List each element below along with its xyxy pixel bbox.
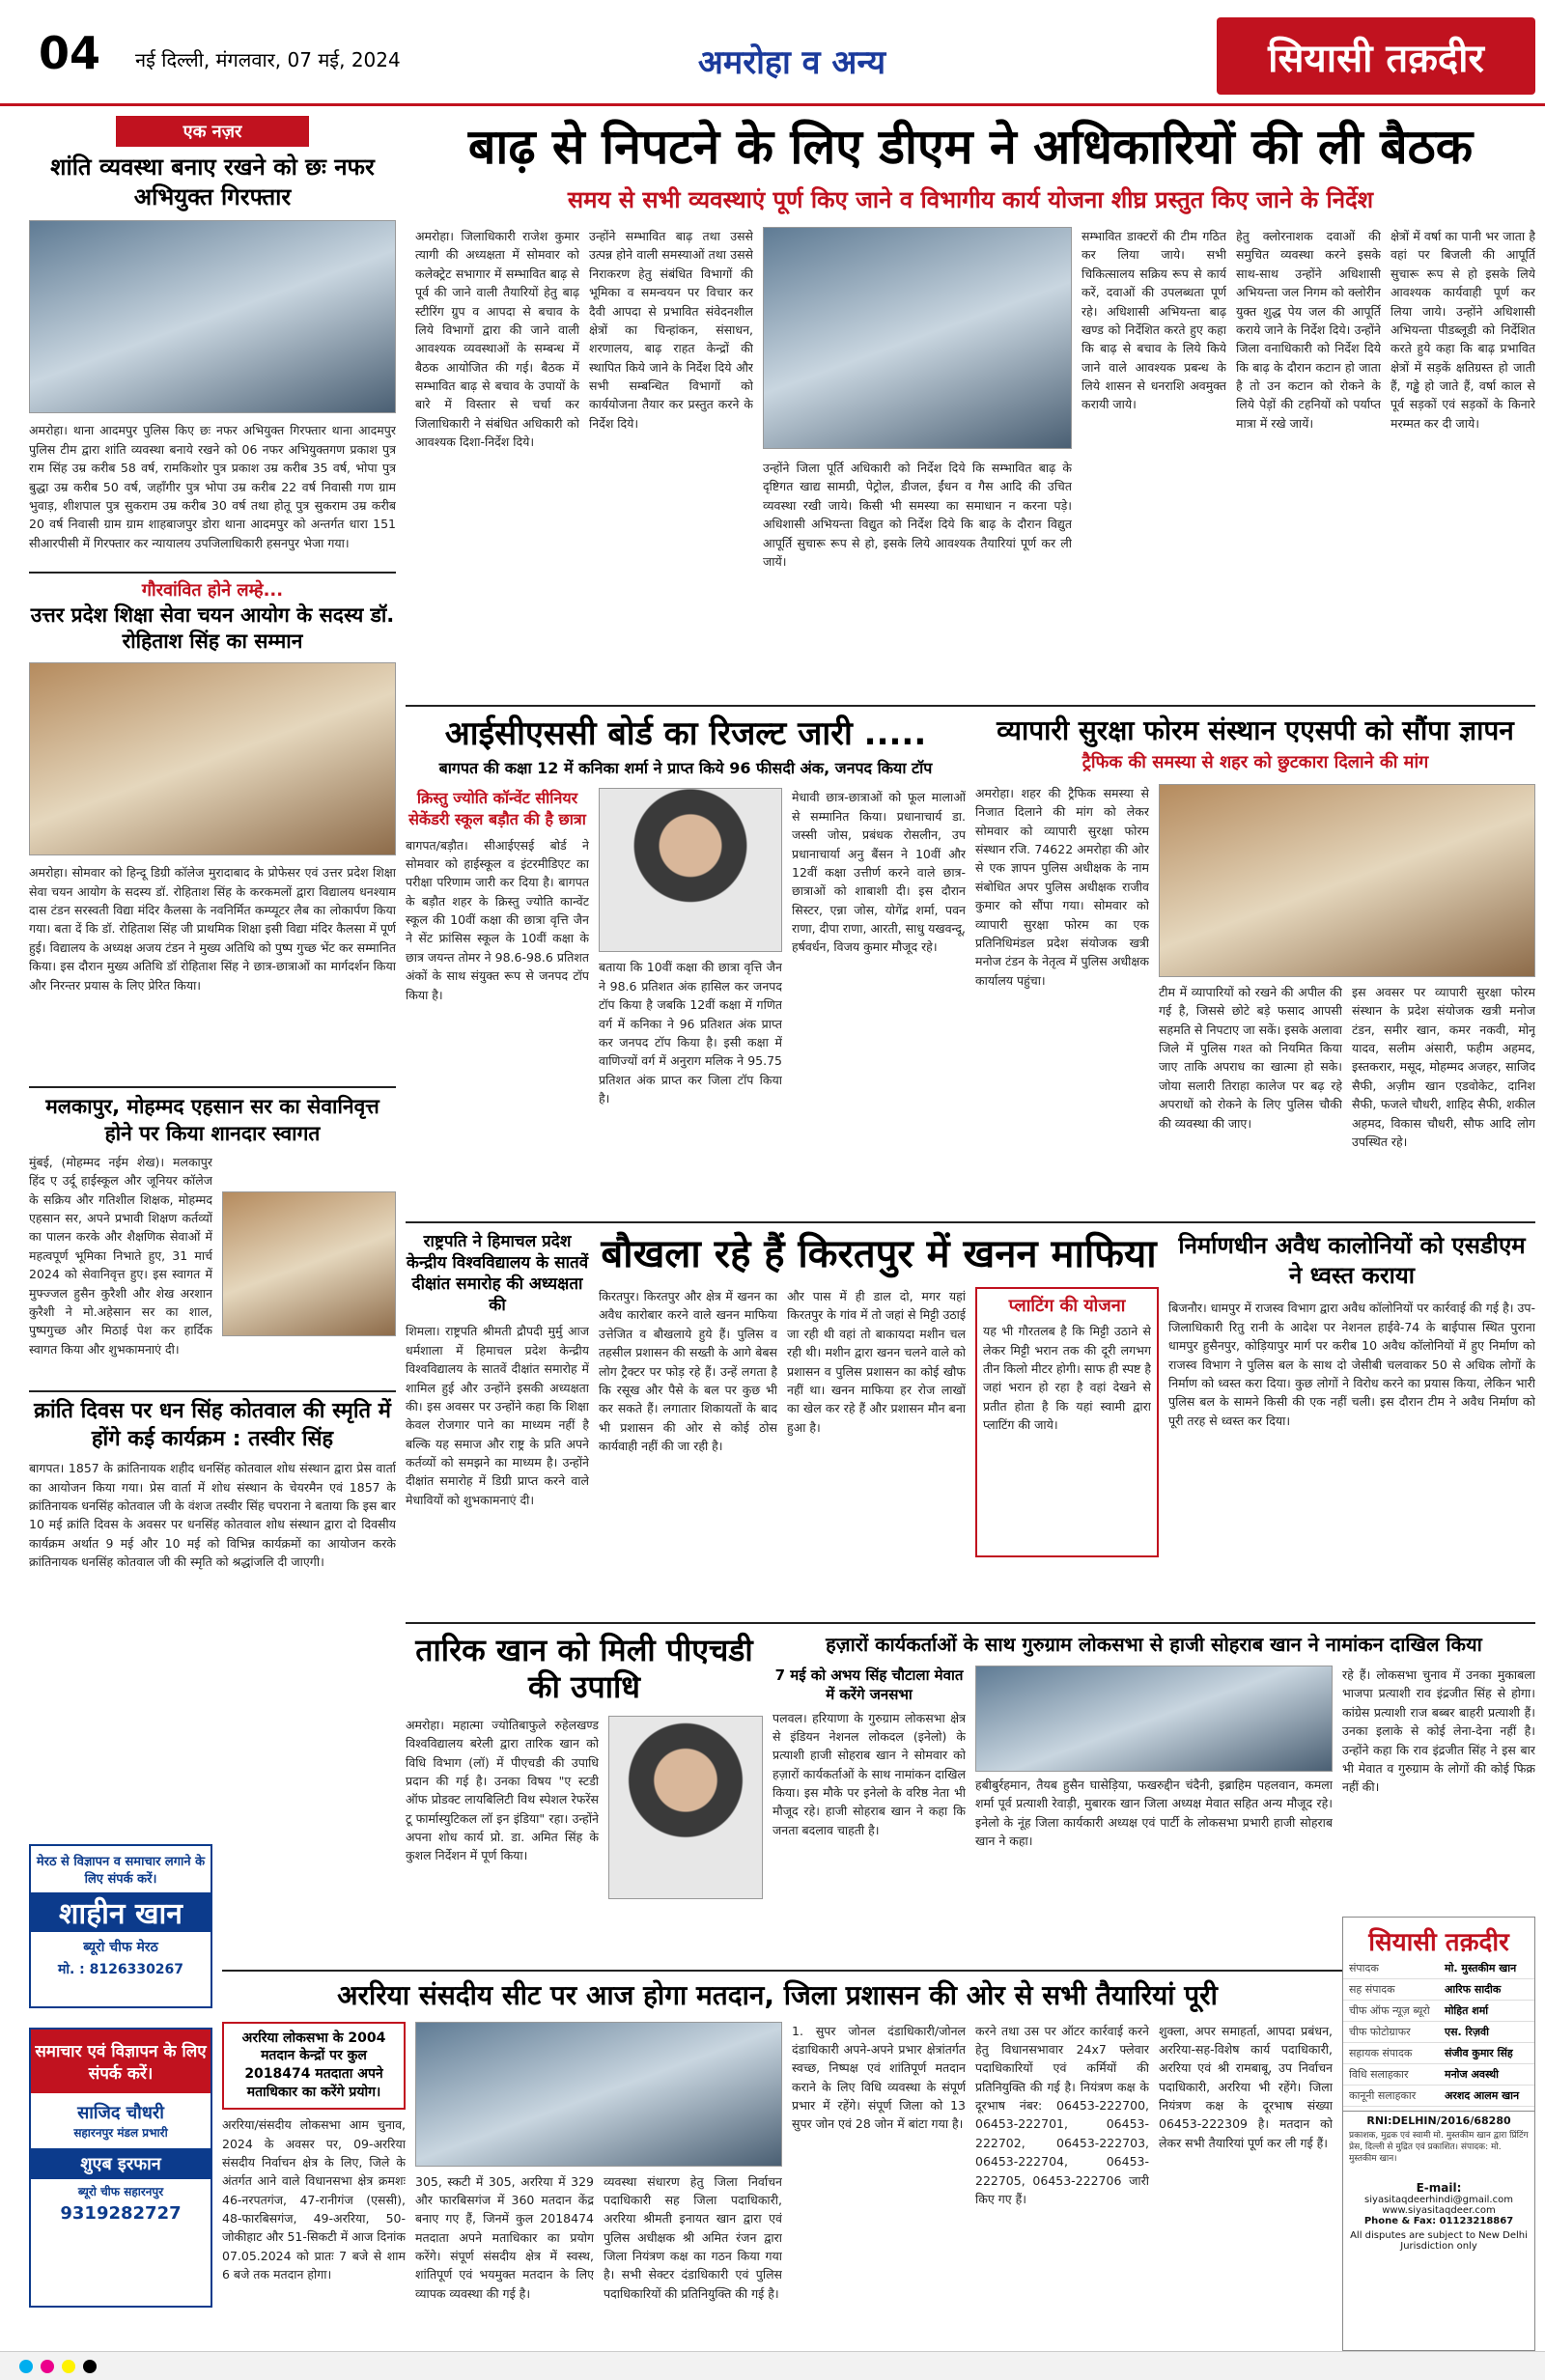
- imprint-email: siyasitaqdeerhindi@gmail.com: [1364, 2195, 1513, 2205]
- imprint-key: चीफ फोटोग्राफर: [1343, 2022, 1439, 2043]
- forum-headline: व्यापारी सुरक्षा फोरम संस्थान एएसपी को सौंपा ज्ञापन: [997, 714, 1514, 746]
- araria-body-1: अररिया/संसदीय लोकसभा आम चुनाव, 2024 के अवसर पर, 09-अररिया संसदीय निर्वाचन क्षेत्र के लिए, जिले के अंतर्गत आने वाले विधानसभा क्षेत्र क्रमशः 46-नरपतगंज, 47-रानीगंज (एससी), 48-फारबिसगंज, 49-अररिया, 50-जोकीहाट और 51-सिकटी में आज दिनांक 07.05.2024 को प्रातः 7 बजे से शाम 6 बजे तक मतदान होगा।: [222, 2117, 406, 2282]
- araria-photo: [415, 2022, 782, 2167]
- imprint-key: सहायक संपादक: [1343, 2043, 1439, 2064]
- icse-school-line: क्रिस्तु ज्योति कॉन्वेंट सीनियर सेकेंडरी स्कूल बड़ौत की है छात्रा: [408, 789, 586, 828]
- imprint-value: मो. मुस्तकीम खान: [1439, 1958, 1534, 1979]
- haji-body-2: हबीबुर्रहमान, तैयब हुसैन घासेड़िया, फखरुद्दीन चंदैनी, इब्राहिम पहलवान, कमला शर्मा पूर्व प्रत्याशी रेवाड़ी, मुबारक खान जिला अध्यक्ष मेवात सहित अन्य मौजूद रहे। इनेलो के नूंह जिला कार्यकारी अध्यक्ष एवं पार्टी के लोकसभा प्रभारी हाजी सोहराब खान ने कहा।: [975, 1778, 1333, 1849]
- ad-saharanpur-role1: सहारनपुर मंडल प्रभारी: [73, 2126, 168, 2140]
- imprint-brand: सियासी तक़दीर: [1368, 1928, 1509, 1957]
- tarik-headline: तारिक खान को मिली पीएचडी की उपाधि: [415, 1632, 753, 1706]
- ad-meerut-name: शाहीन खान: [31, 1892, 211, 1932]
- main-body-5: हेतु क्लोरनाशक दवाओं की समुचित व्यवस्था करने इसके साथ-साथ उन्होंने अधिशासी अभियन्ता जल निगम को क्लोरीन युक्त शुद्ध पेय जल की आपूर्ति कराये जाने के निर्देश दिये। उन्होंने जिला वनाधिकारी को निर्देश दिये कि बाढ़ के दौरान कटान हो जाता है तो उन कटान को रोकने के लिये पेड़ों की टहनियों को पर्याप्त मात्रा में रखे जायें।: [1236, 229, 1381, 431]
- mining-body-1: किरतपुर। किरतपुर और क्षेत्र में खनन का अवैध कारोबार करने वाले खनन माफिया उत्तेजित व बौखलाये हुये हैं। पुलिस व तहसील प्रशासन की सख्ती के आगे बेबस लोग ट्रैक्टर पर फोड़ रहे हैं। उन्हें लगता है कि रसूख और पैसे के बल पर कुछ भी कर सकते हैं। लगातार शिकायतों के बाद भी प्रशासन की ओर से कोई ठोस कार्यवाही नहीं की जा रही है।: [599, 1289, 777, 1453]
- imprint-key: सह संपादक: [1343, 1979, 1439, 2001]
- imprint-value: अरशद आलम खान: [1439, 2086, 1534, 2107]
- ad-saharanpur-line1: समाचार एवं विज्ञापन के लिए संपर्क करें।: [31, 2030, 211, 2093]
- icse-subheadline: बागपत की कक्षा 12 में कनिका शर्मा ने प्राप्त किये 96 फीसदी अंक, जनपद किया टॉप: [438, 758, 933, 777]
- imprint-key: संपादक: [1343, 1958, 1439, 1979]
- story-arrest-body: अमरोहा। थाना आदमपुर पुलिस किए छः नफर अभियुक्त गिरफ्तार थाना आदमपुर पुलिस टीम द्वारा शांति व्यवस्था बनाये रखने को 06 नफर अभियुक्तगण प्रकाश पुत्र राम सिंह उम्र करीब 58 वर्ष, रामकिशोर पुत्र प्रकाश उम्र करीब 35 वर्ष, भोपा पुत्र बुद्धा उम्र करीब 50 वर्ष, जहाँगीर पुत्र भोपा उम्र करीब 22 वर्ष निवासी गण ग्राम भुवाड़, शीशपाल पुत्र सुकराम उम्र करीब 30 वर्ष तथा होतू पुत्र सुकराम उम्र करीब 20 वर्ष निवासी ग्राम ग्राम शाहबाजपुर डोरा थाना आदमपुर को अन्तर्गत धारा 151 सीआरपीसी में गिरफ्तार कर न्यायालय उपजिलाधिकारी हसनपुर भेजा गया।: [29, 423, 396, 550]
- imprint-value: मनोज अवस्थी: [1439, 2064, 1534, 2086]
- tarik-body: अमरोहा। महात्मा ज्योतिबाफुले रुहेलखण्ड विश्वविद्यालय बरेली द्वारा तारिक खान को विधि विभाग (लॉ) में पीएचडी की उपाधि प्रदान की गई है। उनका विषय "ए स्टडी ऑफ प्रोडक्ट लायबिलिटी विथ स्पेशल रेफरेंस टू फार्मास्युटिकल लॉ इन इंडिया" रहा। उन्होंने अपना शोध कार्य प्रो. डा. अमित सिंह के कुशल निर्देशन में पूर्ण किया।: [406, 1717, 599, 1863]
- mining-headline: बौखला रहे हैं किरतपुर में खनन माफिया: [601, 1232, 1157, 1276]
- forum-story: [975, 714, 1535, 1217]
- president-body: शिमला। राष्ट्रपति श्रीमती द्रौपदी मुर्मु आज धर्मशाला में हिमाचल प्रदेश केन्द्रीय विश्वविद्यालय के सातवें दीक्षांत समारोह में शामिल हुई और उन्होंने इसकी अध्यक्षता की। इस अवसर पर उन्होंने कहा कि शिक्षा केवल रोजगार पाने का माध्यम नहीं है बल्कि यह समाज और राष्ट्र के प्रति अपने कर्तव्यों को समझने का माध्यम है। उन्होंने दीक्षांत समारोह में डिग्री प्राप्त करने वाले मेधावियों को शुभकामनाएं दी।: [406, 1324, 589, 1507]
- main-story-col3: [763, 459, 1072, 700]
- main-meeting-photo: [763, 227, 1072, 449]
- main-story-col4: [1082, 227, 1226, 700]
- main-story-col2: [589, 227, 753, 700]
- icse-body-1: बागपत/बड़ौत। सीआईएसई बोर्ड ने सोमवार को हाईस्कूल व इंटरमीडिएट का परीक्षा परिणाम जारी कर दिया है। बागपत के बड़ौत शहर के क्रिस्तु ज्योति कान्वेंट स्कूल की 10वीं कक्षा की छात्रा वृत्ति जैन ने सेंट फ्रांसिस स्कूल के 10वीं कक्षा के छात्र जयन्त तोमर ने 98.6-98.6 प्रतिशत अंकों के साथ संयुक्त रूप से जनपद टॉप किया है।: [406, 837, 589, 1002]
- arrest-photo: [29, 220, 396, 413]
- main-body-1: अमरोहा। जिलाधिकारी राजेश कुमार त्यागी की अध्यक्षता में सोमवार को कलेक्ट्रेट सभागार में सम्भावित बाढ़ से पूर्व की जाने वाली तैयारियों हेतु बाढ़ स्टीरिंग ग्रुप व आपदा से बचाव के लिये विभागों द्वारा की जाने वाली आवश्यक व्यवस्थाओं के सम्बन्ध में बैठक आयोजित की गई। बैठक में सम्भावित बाढ़ से बचाव के उपायों के बारे में विस्तार से चर्चा कर जिलाधिकारी ने संबंधित अधिकारी को आवश्यक दिशा-निर्देश दिये।: [415, 229, 579, 450]
- registration-strip: [0, 2351, 1545, 2380]
- section-title: अमरोहा व अन्य: [697, 43, 886, 82]
- registration-mark-black: [83, 2360, 97, 2373]
- icse-headline: आईसीएससी बोर्ड का रिजल्ट जारी .....: [444, 714, 927, 753]
- ad-saharanpur: [29, 2028, 212, 2308]
- imprint-rni: RNI:DELHIN/2016/68280: [1343, 2111, 1534, 2127]
- story-honor-body: अमरोहा। सोमवार को हिन्दू डिग्री कॉलेज मुरादाबाद के प्रोफेसर एवं उत्तर प्रदेश शिक्षा सेवा चयन आयोग के सदस्य डॉ. रोहिताश सिंह के करकमलों द्वारा विद्यालय धनश्याम दास टंडन सरस्वती विद्या मंदिर कैलसा के नवनिर्मित कम्प्यूटर लैब का लोकार्पण किया गया। बता दें कि डॉ. रोहिताश सिंह जी प्राथमिक शिक्षा इसी विद्या मंदिर कैलसा में पूर्ण हुई। विद्यालय के अध्यक्ष अजय टंडन ने मुख्य अतिथि को पुष्प गुच्छ भेंट कर सम्मानित किया। इस दौरान मुख्य अतिथि डॉ रोहिताश सिंह ने छात्र-छात्राओं का मार्गदर्शन किया और निरन्तर प्रयास के लिए प्रेरित किया।: [29, 865, 396, 993]
- ad-saharanpur-name1: साजिद चौधरी: [77, 2103, 164, 2123]
- main-story-col6: [1390, 227, 1535, 700]
- honor-photo: [29, 662, 396, 855]
- mining-story: [599, 1231, 1159, 1617]
- main-headline: बाढ़ से निपटने के लिए डीएम ने अधिकारियों की ली बैठक: [467, 119, 1474, 175]
- story-retire-headline: मलकापुर, मोहम्मद एहसान सर का सेवानिवृत्त होने पर किया शानदार स्वागत: [45, 1095, 379, 1145]
- colonies-headline: निर्माणधीन अवैध कालोनियों को एसडीएम ने ध्वस्त कराया: [1178, 1232, 1526, 1290]
- registration-mark-yellow: [62, 2360, 75, 2373]
- araria-headline: अररिया संसदीय सीट पर आज होगा मतदान, जिला प्रशासन की ओर से सभी तैयारियां पूरी: [337, 1979, 1218, 2011]
- ad-meerut: [29, 1844, 212, 2008]
- haji-photo: [975, 1666, 1333, 1772]
- imprint-key: विधि सलाहकार: [1343, 2064, 1439, 2086]
- story-arrest-headline: शांति व्यवस्था बनाए रखने को छः नफर अभियुक्त गिरफ्तार: [50, 154, 375, 211]
- araria-body-6: शुक्ला, अपर समाहर्ता, आपदा प्रबंधन, अररिया-सह-विशेष कार्य पदाधिकारी, अररिया एवं श्री रामबाबू, उप निर्वाचन पदाधिकारी, अररिया भी रहेंगे। जिला नियंत्रण कक्ष के दूरभाष संख्या 06453-222309 है। मतदान को लेकर सभी तैयारियां पूर्ण कर ली गई हैं।: [1159, 2023, 1333, 2150]
- main-subheadline: समय से सभी व्यवस्थाएं पूर्ण किए जाने व विभागीय कार्य योजना शीघ्र प्रस्तुत किए जाने के निर्देश: [567, 186, 1374, 213]
- haji-subheadline: 7 मई को अभय सिंह चौटाला मेवात में करेंगे जनसभा: [774, 1666, 964, 1704]
- forum-subheadline: ट्रैफिक की समस्या से शहर को छुटकारा दिलाने की मांग: [1082, 751, 1429, 772]
- forum-body-2: टीम में व्यापारियों को रखने की अपील की गई है, जिससे छोटे बड़े फसाद आपसी सहमति से निपटाए जा सकें। इसके अलावा जिले में पुलिस गश्त को नियमित किया जाए ताकि अपराध का खात्मा हो सके। जोया सलारी तिराहा कालेज पर बढ़ रहे अपराधों को रोकने के लिए पुलिस चौकी की व्यवस्था की जाए।: [1159, 984, 1342, 1131]
- page-number: 04: [39, 27, 101, 79]
- imprint-key: चीफ ऑफ न्यूज़ ब्यूरो: [1343, 2001, 1439, 2022]
- tarik-story: [406, 1632, 763, 1960]
- forum-photo: [1159, 784, 1535, 977]
- main-story-col5: [1236, 227, 1381, 700]
- main-body-2: उन्होंने सम्भावित बाढ़ तथा उससे उत्पन्न होने वाली समस्याओं तथा उससे निराकरण हेतु संबंधित विभागों की भूमिका व समन्वयन पर विचार कर दैवी आपदा से प्रभावित संवेदनशील क्षेत्रों का चिन्हांकन, संसाधन, शरणालय, बाढ़ राहत केन्द्रों की स्थापित किये जाने के निर्देश दिये और सभी सम्बन्धित विभागों को कार्ययोजना तैयार कर प्रस्तुत करने के निर्देश दिये।: [589, 229, 753, 431]
- icse-story: [406, 714, 966, 1217]
- masthead: [0, 0, 1545, 106]
- page-date: नई दिल्ली, मंगलवार, 07 मई, 2024: [135, 48, 401, 71]
- imprint-table: [1343, 1958, 1534, 2107]
- colonies-story: [1168, 1231, 1535, 1617]
- story-honor-headline: उत्तर प्रदेश शिक्षा सेवा चयन आयोग के सदस्य डॉ. रोहिताश सिंह का सम्मान: [30, 602, 395, 654]
- main-body-6: क्षेत्रों में वर्षा का पानी भर जाता है वहां पर बिजली की आपूर्ति सुचारू रूप से हो इसके लिये आवश्यक कार्यवाही पूर्ण कर लिया जाये। उन्होंने अधिशासी अभियन्ता पीडब्लूडी को निर्देशित करते हुये कहा कि बाढ़ प्रभावित क्षेत्रों में सड़कें क्षतिग्रस्त हो जाती हैं, गड्ढे हो जाते हैं, वर्षा काल से पूर्व सड़कों एवं सड़कों के किनारे मरम्मत कर दी जाये।: [1390, 229, 1535, 431]
- imprint-small: प्रकाशक, मुद्रक एवं स्वामी मो. मुस्तकीम खान द्वारा प्रिंटिंग प्रेस, दिल्ली से मुद्रित एवं प्रकाशित। संपादक: मो. मुस्तकीम खान।: [1349, 2131, 1529, 2165]
- araria-body-4: 1. सुपर जोनल दंडाधिकारी/जोनल दंडाधिकारी अपने-अपने प्रभार क्षेत्रांतर्गत स्वच्छ, निष्पक्ष एवं शांतिपूर्ण मतदान कराने के लिए विधि व्यवस्था के संपूर्ण प्रभार में रहेंगे। संपूर्ण जिला को 13 सुपर जोन एवं 28 जोन में बांटा गया है।: [792, 2023, 966, 2132]
- tarik-photo: [608, 1716, 763, 1899]
- icse-body-2: बताया कि 10वीं कक्षा की छात्रा वृत्ति जैन ने 98.6 प्रतिशत अंक हासिल कर जनपद टॉप किया है जबकि 12वीं कक्षा में गणित वर्ग में कनिका ने 96 प्रतिशत अंक प्राप्त कर जनपद टॉप किया है। इसी कक्षा में वाणिज्यों वर्ग में अनुराग मलिक ने 95.75 प्रतिशत अंक प्राप्त कर जिला टॉप किया है।: [599, 960, 782, 1106]
- imprint-website: www.siyasitaqdeer.com: [1382, 2205, 1496, 2216]
- imprint-value: संजीव कुमार सिंह: [1439, 2043, 1534, 2064]
- icse-body-3: मेधावी छात्र-छात्राओं को फूल मालाओं से सम्मानित किया। प्रधानाचार्य डा. जस्सी जोस, प्रबंधक रोसलीन, उप प्रधानाचार्या अनु बैंसन ने 10वीं और 12वीं कक्षा उत्तीर्ण करने वाले छात्र-छात्राओं को शाबाशी दी। इस दौरान सिस्टर, एन्ना जोस, योगेंद्र शर्मा, पवन राणा, दीपा राणा, आरती, साधु यखवन्दू, हर्षवर्धन, विजय कुमार मौजूद रहे।: [792, 790, 966, 955]
- forum-body-1: अमरोहा। शहर की ट्रैफिक समस्या से निजात दिलाने की मांग को लेकर सोमवार को व्यापारी सुरक्षा फोरम संस्थान रजि. 74622 अमरोहा की ओर से एक ज्ञापन पुलिस अधीक्षक के नाम संबोधित अपर पुलिस अधीक्षक राजीव कुमार को सौंपा गया। सोमवार को व्यापारी सुरक्षा फोरम का एक प्रतिनिधिमंडल प्रदेश संयोजक खत्री मनोज टंडन के नेतृत्व में पुलिस अधीक्षक कार्यालय पहुंचा।: [975, 785, 1149, 988]
- color-registration-marks: [19, 2360, 97, 2373]
- mining-body-3: यह भी गौरतलब है कि मिट्टी उठाने से लेकर मिट्टी भरान तक की दूरी लगभग तीन किलो मीटर होगी। साफ ही स्पष्ट है जहां भरान हो रहा है वहां देखने से प्रतीत होता है कि यहां स्वामी द्वारा प्लाटिंग की जाये।: [983, 1324, 1151, 1433]
- imprint-box: [1342, 1917, 1535, 2351]
- haji-body-3: रहे हैं। लोकसभा चुनाव में उनका मुकाबला भाजपा प्रत्याशी राव इंद्रजीत सिंह से होगा। कांग्रेस प्रत्याशी राज बब्बर बाहरी प्रत्याशी हैं। उनका इलाके से कोई लेना-देना नहीं है। उन्होंने कहा कि राव इंद्रजीत सिंह ने इस बार भी मेवात व गुरुग्राम के लोगों की कोई फिक्र नहीं की।: [1342, 1667, 1535, 1795]
- imprint-value: आरिफ सादीक: [1439, 1979, 1534, 2001]
- ad-saharanpur-phone: 9319282727: [60, 2203, 182, 2224]
- president-headline: राष्ट्रपति ने हिमाचल प्रदेश केन्द्रीय विश्वविद्यालय के सातवें दीक्षांत समारोह की अध्यक्षता की: [406, 1232, 589, 1316]
- main-body-4: सम्भावित डाक्टरों की टीम गठित कर लिया जाये। सभी चिकित्सालय सक्रिय रूप से कार्य करें, दवाओं की उपलब्धता पूर्ण रहे। अधिशासी अभियन्ता बाढ़ खण्ड को निर्देशित करते हुए कहा कि बाढ़ से बचाव के लिये किये जाने वाले आवश्यक प्रबन्ध के लिये शासन से धनराशि अवमुक्त करायी जाये।: [1082, 229, 1226, 412]
- ad-saharanpur-role2: ब्यूरो चीफ सहारनपुर: [77, 2185, 164, 2198]
- ek-nazar-kicker: एक नज़र: [116, 116, 309, 147]
- mining-body-2: और पास में ही डाल दो, मगर यहां किरतपुर के गांव में तो जहां से मिट्टी उठाई जा रही थी वहां तो बाकायदा मशीन चल रही थी। मशीन द्वारा खनन चलने वाले को प्रशासन व पुलिस प्रशासन का कोई खौफ नहीं था। खनन माफिया हर रोज लाखों का खेल कर रहे हैं और प्रशासन मौन बना हुआ है।: [787, 1289, 966, 1435]
- story-honor-kicker: गौरवांवित होने लम्हे...: [141, 580, 284, 602]
- ad-meerut-line1: मेरठ से विज्ञापन व समाचार लगाने के लिए संपर्क करें।: [36, 1855, 206, 1887]
- imprint-key: कानूनी सलाहकार: [1343, 2086, 1439, 2107]
- haji-story: [772, 1632, 1535, 1960]
- araria-body-3: व्यवस्था संधारण हेतु जिला निर्वाचन पदाधिकारी सह जिला पदाधिकारी, अररिया श्रीमती इनायत खान द्वारा एवं पुलिस अधीक्षक श्री अमित रंजन द्वारा जिला नियंत्रण कक्ष का गठन किया गया है। सभी सेक्टर दंडाधिकारी एवं पुलिस पदाधिकारियों की प्रतिनियुक्ति की गई है।: [604, 2173, 782, 2301]
- imprint-phone: Phone & Fax: 01123218867: [1363, 2216, 1514, 2226]
- haji-body-1: पलवल। हरियाणा के गुरुग्राम लोकसभा क्षेत्र से इंडियन नेशनल लोकदल (इनेलो) के प्रत्याशी हाजी सोहराब खान ने सोमवार को हज़ारों कार्यकर्ताओं के साथ नामांकन दाखिल किया। इस मौके पर इनेलो के वरिष्ठ नेता भी मौजूद रहे। हाजी सोहराब खान ने कहा कि जनता बदलाव चाहती है।: [772, 1710, 966, 1837]
- ad-saharanpur-name2: शुएब इरफान: [31, 2148, 211, 2179]
- ad-meerut-phone: मो. : 8126330267: [57, 1962, 184, 1977]
- araria-body-2: 305, स्कटी में 305, अररिया में 329 और फारबिसगंज में 360 मतदान केंद्र बनाए गए हैं, जिनमें कुल 2018474 मतदाता अपने मताधिकार का प्रयोग करेंगे। संपूर्ण संसदीय क्षेत्र में स्वस्थ, शांतिपूर्ण एवं भयमुक्त मतदान के लिए व्यापक व्यवस्था की गई है।: [415, 2173, 594, 2301]
- president-story: [406, 1231, 589, 1617]
- story-retire-body: मुंबई, (मोहम्मद नईम शेख)। मलकापुर हिंद ए उर्दू हाईस्कूल और जूनियर कॉलेज के सक्रिय और गतिशील शिक्षक, मोहम्मद एहसान सर, अपने प्रभावी शिक्षण कर्तव्यों का पालन करके और शैक्षणिक सेवाओं में महत्वपूर्ण भूमिका निभाते हुए, 31 मार्च 2024 को सेवानिवृत्त हुए। इस स्वागत में मुफ्ज्जल हुसैन कुरैशी और शेख अरशान कुरैशी ने मो.अहेसान सर का शाल, पुष्पगुच्छ और मिठाई पेश कर हार्दिक स्वागत किया और शुभकामनाएं दी।: [29, 1154, 212, 1357]
- story-kranti-body: बागपत। 1857 के क्रांतिनायक शहीद धनसिंह कोतवाल शोध संस्थान द्वारा प्रेस वार्ता का आयोजन किया गया। प्रेस वार्ता में शोध संस्थान के चेयरमैन एवं 1857 के क्रांतिनायक धनसिंह कोतवाल जी के वंशज तस्वीर सिंह चपराना ने बताया कि इस बार 10 मई क्रांति दिवस के अवसर पर धनसिंह कोतवाल शोध संस्थान द्वारा दो दिवसीय कार्यक्रम अर्थात 9 मई और 10 मई को विभिन्न कार्यक्रमों का आयोजन करके क्रांतिनायक धनसिंह कोतवाल जी की स्मृति को श्रद्धांजलि दी जाएगी।: [29, 1461, 396, 1570]
- haji-headline: हज़ारों कार्यकर्ताओं के साथ गुरुग्राम लोकसभा से हाजी सोहराब खान ने नामांकन दाखिल किया: [826, 1633, 1482, 1656]
- forum-body-3: इस अवसर पर व्यापारी सुरक्षा फोरम संस्थान के प्रदेश संयोजक खत्री मनोज टंडन, समीर खान, कमर नकवी, मोनू यादव, सलीम अंसारी, फहीम अहमद, इस्तकरार, मसूद, मोहम्मद अजहर, साजिद सैफी, अज़ीम खान एडवोकेट, दानिश सैफी, फजले चौधरी, शाहिद सैफी, शकील अहमद, विकास चौधरी, सौफ आदि लोग उपस्थित रहे।: [1352, 984, 1535, 1149]
- colonies-body: बिजनौर। धामपुर में राजस्व विभाग द्वारा अवैध कॉलोनियों पर कार्रवाई की गई है। उप-जिलाधिकारी रितु रानी के आदेश पर नेशनल हाईवे-74 के बाईपास स्थित पुराना धामपुर हुसैनपुर, कोड़ियापुर मार्ग पर करीब 10 अवैध कॉलोनियों में हुए निर्माण को राजस्व विभाग ने पुलिस बल के साथ दो जेसीबी चलवाकर 50 से अधिक लोगों के निर्माण को ध्वस्त करा दिया। कुछ लोगों ने विरोध करने का प्रयास किया, लेकिन भारी पुलिस बल के सामने किसी की एक नहीं चली। इस दौरान टीम ने अवैध निर्माण को पूरी तरह से ध्वस्त कर दिया।: [1168, 1301, 1535, 1428]
- imprint-value: मोहित शर्मा: [1439, 2001, 1534, 2022]
- araria-body-5: करने तथा उस पर ऑटर कार्रवाई करने हेतु विधानसभावार 24x7 फ्लेवार पदाधिकारियों एवं कर्मियों की प्रतिनियुक्ति की गई है। नियंत्रण कक्ष के दूरभाष नंबर: 06453-222700, 06453-222701, 06453-222702, 06453-222703, 06453-222704, 06453-222705, 06453-222706 जारी किए गए हैं।: [975, 2023, 1149, 2206]
- registration-mark-cyan: [19, 2360, 33, 2373]
- retire-photo: [222, 1191, 396, 1336]
- imprint-jurisdiction: All disputes are subject to New Delhi Jurisdiction only: [1350, 2230, 1528, 2252]
- araria-box: अररिया लोकसभा के 2004 मतदान केन्द्रों पर कुल 2018474 मतदाता अपने मताधिकार का करेंगे प्रयोग।: [222, 2022, 406, 2111]
- araria-story: [222, 1979, 1333, 2356]
- newspaper-brand: सियासी तक़दीर: [1217, 17, 1535, 95]
- registration-mark-magenta: [41, 2360, 54, 2373]
- main-story-col1: [415, 227, 579, 700]
- imprint-value: एस. रिज़वी: [1439, 2022, 1534, 2043]
- imprint-email-label: E-mail:: [1416, 2181, 1462, 2195]
- ad-meerut-role: ब्यूरो चीफ मेरठ: [83, 1940, 158, 1955]
- story-kranti-headline: क्रांति दिवस पर धन सिंह कोतवाल की स्मृति में होंगे कई कार्यक्रम : तस्वीर सिंह: [34, 1398, 391, 1451]
- mining-box-title: प्लाटिंग की योजना: [1008, 1296, 1126, 1316]
- main-body-3: उन्होंने जिला पूर्ति अधिकारी को निर्देश दिये कि सम्भावित बाढ़ के दृष्टिगत खाद्य सामग्री, पेट्रोल, डीजल, ईंधन व गैस आदि की उचित व्यवस्था रखी जाये। किसी भी समस्या का समाधान न करना पड़े। अधिशासी अभियन्ता विद्युत को निर्देश दिये कि बाढ़ के दौरान विद्युत आपूर्ति सुचारू रूप से हो, इसके लिये आवश्यक तैयारियां पूर्ण कर ली जायें।: [763, 461, 1072, 569]
- student-photo: [599, 788, 782, 952]
